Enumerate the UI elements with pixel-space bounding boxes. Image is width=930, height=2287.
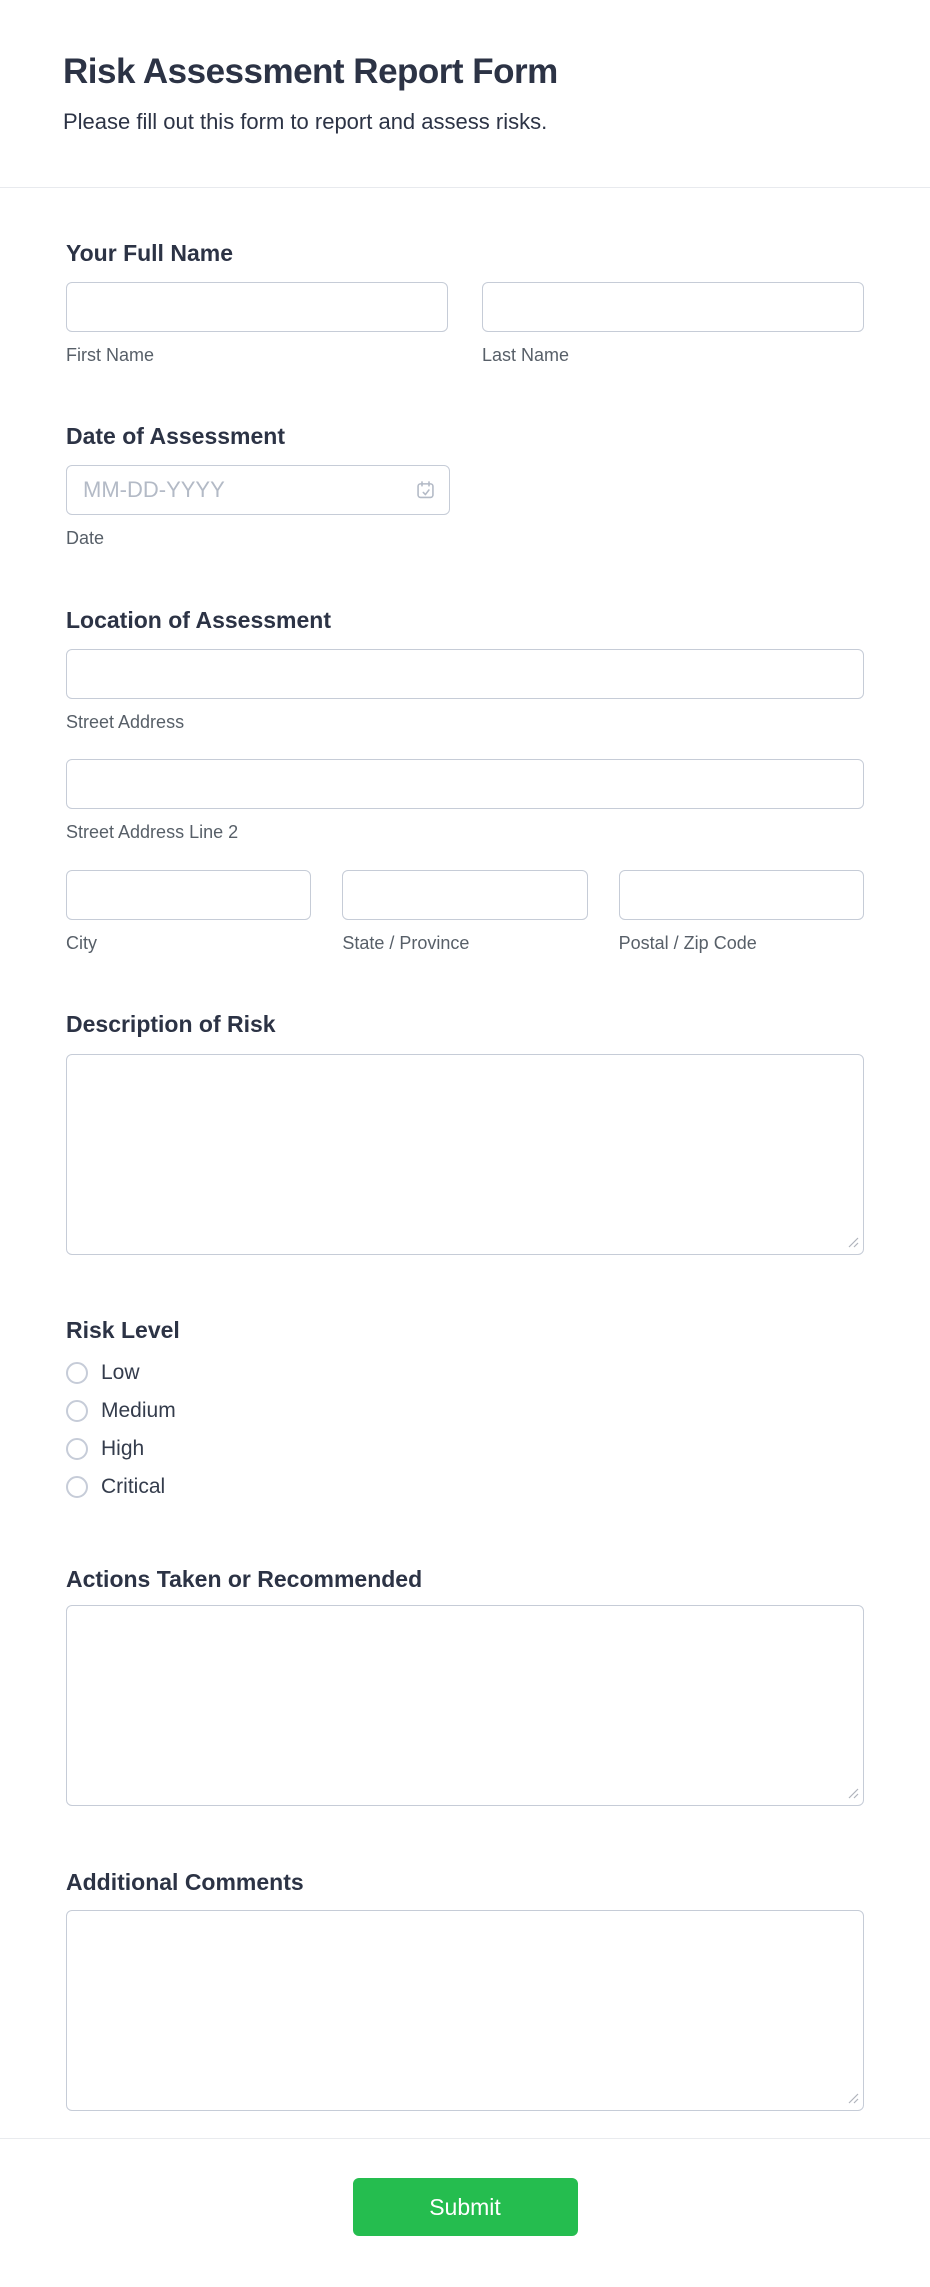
radio-circle-medium[interactable] [66, 1400, 88, 1422]
radio-option-low[interactable] [66, 1360, 864, 1386]
radio-label-low[interactable]: Low [101, 1361, 140, 1384]
comments-textarea[interactable] [66, 1910, 864, 2111]
last-name-column [482, 282, 864, 364]
page-subtitle: Please fill out this form to report and assess risks. [63, 109, 548, 134]
field-risk-level [66, 1318, 864, 1500]
last-name-sublabel: Last Name [482, 345, 570, 365]
description-textarea-wrap [66, 1054, 864, 1255]
location-label: Location of Assessment [66, 607, 331, 633]
form-content [0, 241, 930, 2162]
first-name-input[interactable] [66, 282, 448, 332]
submit-button[interactable]: Submit [353, 2178, 578, 2236]
actions-textarea[interactable] [66, 1605, 864, 1806]
actions-textarea-wrap [66, 1605, 864, 1806]
date-input[interactable] [66, 465, 450, 515]
radio-label-critical[interactable]: Critical [101, 1475, 166, 1498]
comments-label: Additional Comments [66, 1869, 304, 1895]
field-actions-taken [66, 1567, 864, 1806]
radio-option-medium[interactable] [66, 1398, 864, 1424]
name-columns [66, 282, 864, 364]
city-input[interactable] [66, 870, 311, 920]
field-full-name [66, 241, 864, 364]
field-additional-comments [66, 1870, 864, 2111]
actions-label: Actions Taken or Recommended [66, 1566, 423, 1592]
first-name-column [66, 282, 448, 364]
form-header [0, 0, 930, 136]
header-divider [0, 187, 930, 188]
state-input[interactable] [342, 870, 587, 920]
first-name-sublabel: First Name [66, 345, 155, 365]
submit-row [0, 2178, 930, 2236]
page-title: Risk Assessment Report Form [63, 52, 558, 91]
state-sublabel: State / Province [342, 933, 470, 953]
submit-section [0, 2138, 930, 2287]
radio-option-critical[interactable] [66, 1474, 864, 1500]
full-name-label: Your Full Name [66, 240, 233, 266]
submit-divider [0, 2138, 930, 2139]
risk-level-label: Risk Level [66, 1317, 180, 1343]
radio-circle-critical[interactable] [66, 1476, 88, 1498]
calendar-icon[interactable] [415, 480, 436, 501]
last-name-input[interactable] [482, 282, 864, 332]
comments-textarea-wrap [66, 1910, 864, 2111]
description-textarea[interactable] [66, 1054, 864, 1255]
bottom-spacer [0, 2236, 930, 2287]
date-label: Date of Assessment [66, 423, 286, 449]
field-date-of-assessment [66, 424, 864, 547]
postal-sublabel: Postal / Zip Code [618, 933, 757, 953]
street-address-sublabel: Street Address [66, 712, 185, 732]
radio-circle-high[interactable] [66, 1438, 88, 1460]
radio-circle-low[interactable] [66, 1362, 88, 1384]
radio-label-medium[interactable]: Medium [101, 1399, 176, 1422]
street-address-2-input[interactable] [66, 759, 864, 809]
city-column [66, 870, 311, 952]
postal-input[interactable] [619, 870, 864, 920]
street-address-input[interactable] [66, 649, 864, 699]
date-input-wrap [66, 465, 450, 515]
state-column [342, 870, 587, 952]
risk-level-radio-group [66, 1360, 864, 1500]
field-location [66, 608, 864, 952]
date-sublabel: Date [66, 528, 105, 548]
radio-label-high[interactable]: High [101, 1437, 145, 1460]
description-label: Description of Risk [66, 1011, 276, 1037]
field-description-of-risk [66, 1012, 864, 1255]
radio-option-high[interactable] [66, 1436, 864, 1462]
city-sublabel: City [66, 933, 97, 953]
postal-column [619, 870, 864, 952]
street-address-2-sublabel: Street Address Line 2 [66, 822, 239, 842]
city-state-postal-row [66, 870, 864, 952]
